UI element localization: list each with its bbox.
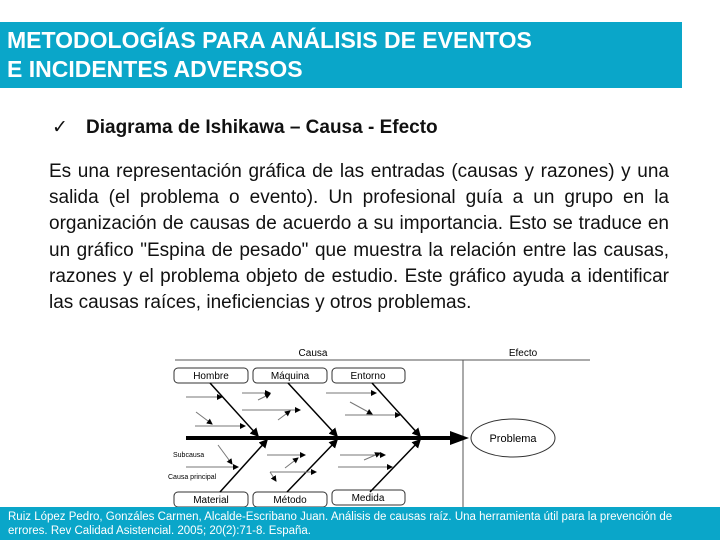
citation-line-1: Ruiz López Pedro, Gonzáles Carmen, Alcalde-Escribano Juan. Análisis de causas raíz. Una herramienta útil para la prevención de — [8, 511, 673, 523]
check-icon: ✓ — [52, 117, 68, 138]
causa-principal-label: Causa principal — [168, 474, 217, 481]
spine-arrowhead — [450, 431, 469, 445]
bottom-category-boxes — [174, 490, 405, 507]
category-metodo: Método — [273, 495, 307, 506]
category-medida: Medida — [351, 493, 385, 504]
category-maquina: Máquina — [270, 371, 310, 382]
body-paragraph: Es una representación gráfica de las entradas (causas y razones) y una salida (el problema o evento). Un profesional guía a un grupo en la organización de causas de acuerdo a su importancia. Esto se traduce en un gráfico "Espina de pesado" que muestra la relación entre las causas, razones y el problema objeto de estudio. Este gráfico ayuda a identificar las causas raíces, ineficiencias y otros problemas. — [49, 161, 669, 314]
causa-label: Causa — [298, 348, 328, 359]
subcausa-label: Subcausa — [173, 452, 205, 459]
citation-footer — [0, 507, 720, 540]
top-category-boxes — [174, 368, 405, 383]
citation-line-2: errores. Rev Calidad Asistencial. 2005; 20(2):71-8. España. — [8, 525, 311, 537]
title-line-2: E INCIDENTES ADVERSOS — [7, 56, 303, 82]
efecto-label: Efecto — [508, 348, 538, 359]
bullet-text: Diagrama de Ishikawa – Causa - Efecto — [86, 117, 438, 138]
category-material: Material — [193, 495, 229, 506]
category-hombre: Hombre — [193, 371, 229, 382]
category-entorno: Entorno — [350, 371, 386, 382]
title-line-1: METODOLOGÍAS PARA ANÁLISIS DE EVENTOS — [7, 27, 532, 53]
problema-label: Problema — [489, 433, 537, 445]
